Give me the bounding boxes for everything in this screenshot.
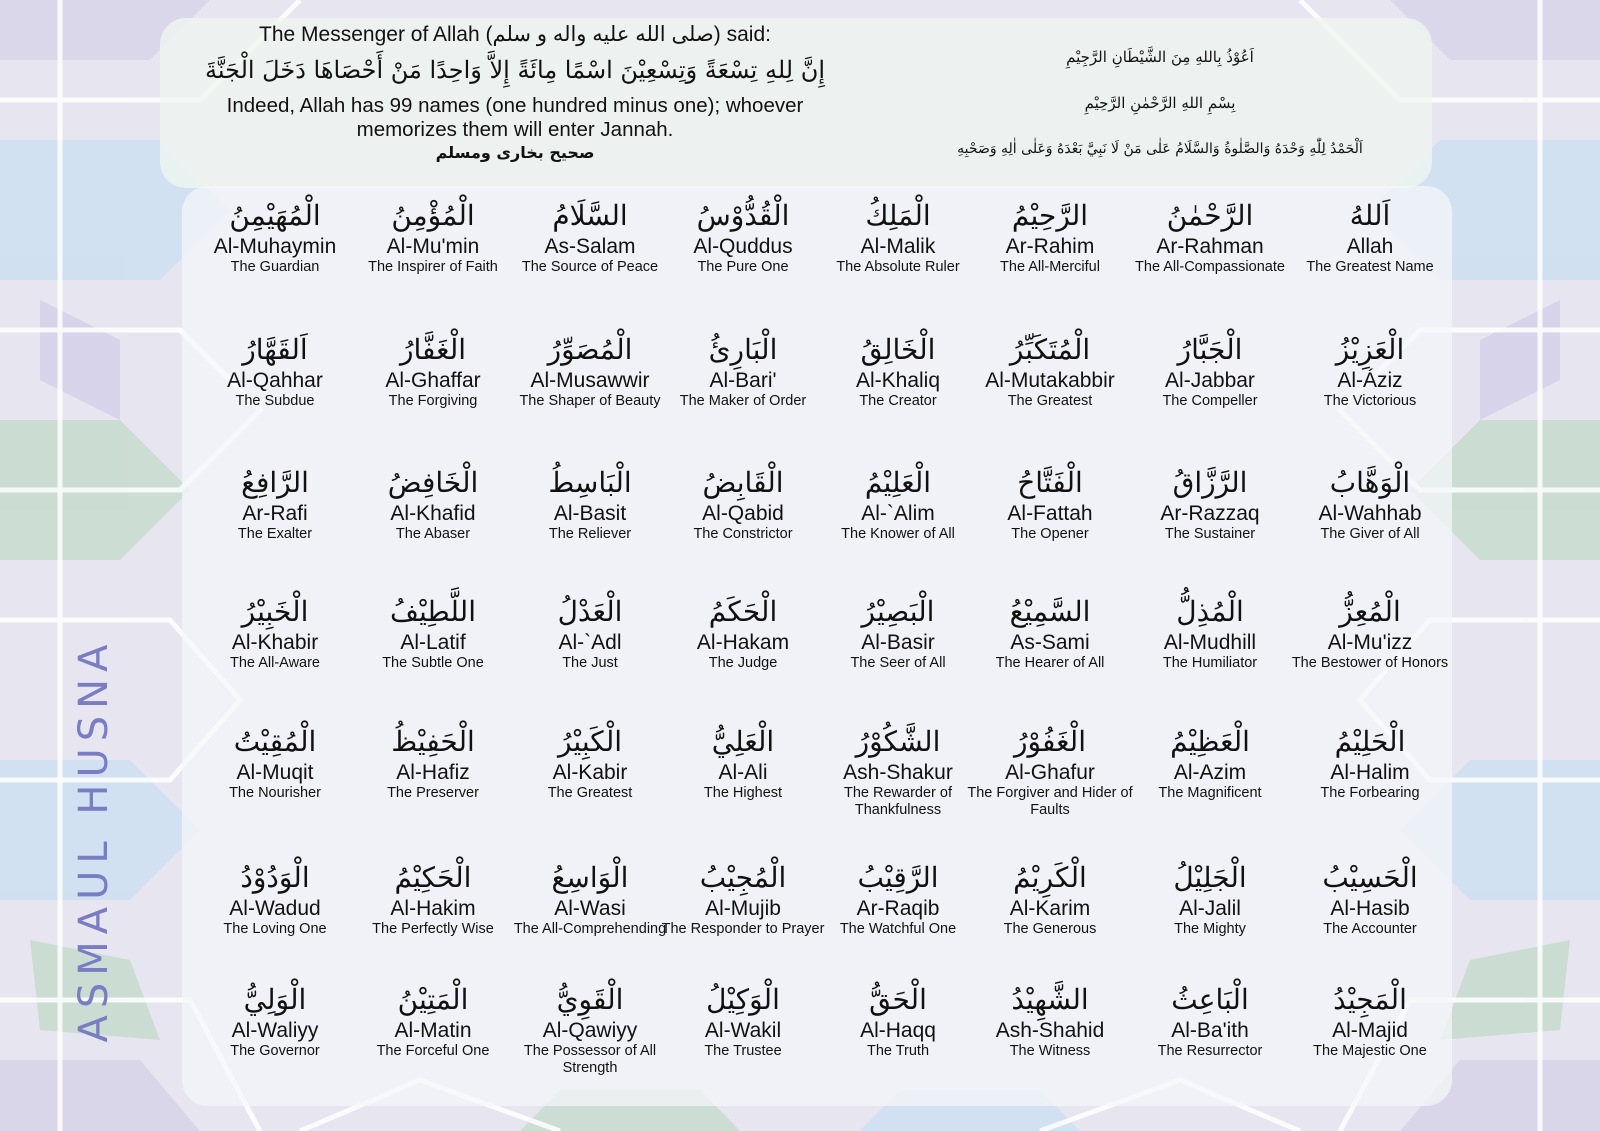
name-meaning: The Bestower of Honors bbox=[1291, 655, 1449, 671]
name-meaning: The Watchful One bbox=[839, 921, 957, 937]
name-card bbox=[182, 858, 368, 938]
name-meaning: The Greatest bbox=[1007, 393, 1093, 409]
name-meaning: The Subdue bbox=[235, 393, 315, 409]
name-transliteration: Al-Hakam bbox=[696, 631, 790, 654]
name-transliteration: Al-Waliyy bbox=[231, 1019, 319, 1042]
name-transliteration: Al-Khafid bbox=[390, 502, 476, 525]
name-transliteration: Al-Mujib bbox=[705, 897, 781, 920]
name-meaning: The Accounter bbox=[1323, 921, 1417, 937]
name-arabic: الْمُجِيْبُ bbox=[699, 861, 787, 894]
name-meaning: The Perfectly Wise bbox=[372, 921, 494, 937]
name-arabic: الْقَوِيُّ bbox=[556, 983, 624, 1016]
name-transliteration: Al-Khaliq bbox=[855, 369, 941, 392]
name-transliteration: Al-Majid bbox=[1332, 1019, 1408, 1042]
name-card bbox=[182, 463, 368, 543]
name-transliteration: Al-Jabbar bbox=[1165, 369, 1255, 392]
name-card bbox=[182, 980, 368, 1060]
name-meaning: The Knower of All bbox=[841, 526, 955, 542]
name-card bbox=[1117, 722, 1303, 802]
name-meaning: The All-Comprehending bbox=[513, 921, 667, 937]
name-card bbox=[182, 196, 368, 276]
name-arabic: الْمُصَوِّرُ bbox=[547, 333, 633, 366]
name-arabic: الْوَدُوْدُ bbox=[240, 861, 310, 894]
name-meaning: The Giver of All bbox=[1320, 526, 1420, 542]
name-meaning: The Preserver bbox=[387, 785, 479, 801]
name-arabic: الْبَاسِطُ bbox=[548, 466, 632, 499]
name-meaning: The Hearer of All bbox=[995, 655, 1105, 671]
name-arabic: الْعَدْلُ bbox=[557, 595, 623, 628]
name-transliteration: Al-Muqit bbox=[236, 761, 314, 784]
invocations-block bbox=[900, 34, 1420, 172]
name-arabic: الرَّحْمٰنُ bbox=[1166, 199, 1254, 232]
name-arabic: الْمُتَكَبِّرُ bbox=[1009, 333, 1091, 366]
name-meaning: The All-Compassionate bbox=[1135, 259, 1285, 275]
name-meaning: The Forgiving bbox=[388, 393, 478, 409]
basmala: بِسْمِ اللهِ الرَّحْمٰنِ الرَّحِيْمِ bbox=[1084, 94, 1236, 112]
name-arabic: الْبَاعِثُ bbox=[1171, 983, 1249, 1016]
taawwudh: اَعُوْذُ بِاللهِ مِنَ الشَّيْطَانِ الرَّجِيْمِ bbox=[1066, 48, 1254, 66]
name-transliteration: Al-Musawwir bbox=[530, 369, 650, 392]
name-arabic: الشَّهِيْدُ bbox=[1011, 983, 1089, 1016]
name-meaning: The Victorious bbox=[1323, 393, 1417, 409]
name-transliteration: Al-Azim bbox=[1173, 761, 1247, 784]
name-transliteration: Al-Jalil bbox=[1179, 897, 1241, 920]
name-arabic: الْجَلِيْلُ bbox=[1173, 861, 1247, 894]
hadith-block bbox=[175, 22, 855, 164]
name-arabic: الْخَافِضُ bbox=[387, 466, 479, 499]
name-transliteration: Al-Fattah bbox=[1007, 502, 1093, 525]
name-arabic: السَّلَامُ bbox=[552, 199, 628, 232]
name-meaning: The Subtle One bbox=[382, 655, 484, 671]
name-arabic: الْحَسِيْبُ bbox=[1322, 861, 1418, 894]
name-meaning: The Just bbox=[562, 655, 618, 671]
name-meaning: The Mighty bbox=[1174, 921, 1246, 937]
name-arabic: الْمُذِلُّ bbox=[1176, 595, 1244, 628]
name-arabic: الْفَتَّاحُ bbox=[1017, 466, 1083, 499]
name-transliteration: Ar-Rafi bbox=[242, 502, 308, 525]
name-arabic: الْكَرِيْمُ bbox=[1013, 861, 1087, 894]
name-meaning: The Loving One bbox=[223, 921, 327, 937]
name-meaning: The Resurrector bbox=[1157, 1043, 1263, 1059]
name-transliteration: Al-Mu'izz bbox=[1327, 631, 1413, 654]
name-arabic: الرَّزَّاقُ bbox=[1172, 466, 1248, 499]
name-card bbox=[1277, 463, 1463, 543]
name-meaning: The Guardian bbox=[230, 259, 320, 275]
name-transliteration: Allah bbox=[1346, 235, 1394, 258]
name-arabic: الْعَزِيْزُ bbox=[1335, 333, 1405, 366]
name-transliteration: Al-Mu'min bbox=[386, 235, 480, 258]
name-transliteration: Al-Ghaffar bbox=[385, 369, 481, 392]
name-arabic: الْمُهَيْمِنُ bbox=[229, 199, 321, 232]
name-transliteration: Al-Latif bbox=[400, 631, 466, 654]
name-meaning: The Opener bbox=[1011, 526, 1089, 542]
name-card bbox=[1117, 980, 1303, 1060]
name-transliteration: Al-`Alim bbox=[861, 502, 935, 525]
name-card bbox=[1277, 592, 1463, 672]
name-transliteration: As-Sami bbox=[1010, 631, 1090, 654]
name-transliteration: Al-Hafiz bbox=[396, 761, 470, 784]
name-meaning: The Pure One bbox=[697, 259, 789, 275]
name-meaning: The Forbearing bbox=[1320, 785, 1420, 801]
name-transliteration: Ash-Shahid bbox=[995, 1019, 1105, 1042]
name-arabic: الْعَلِيْمُ bbox=[864, 466, 932, 499]
name-meaning: The Exalter bbox=[237, 526, 313, 542]
name-transliteration: Al-Khabir bbox=[231, 631, 319, 654]
name-card bbox=[182, 592, 368, 672]
name-meaning: The Forgiver and Hider of Faults bbox=[967, 785, 1133, 818]
name-transliteration: Al-Ali bbox=[718, 761, 768, 784]
name-arabic: الْخَالِقُ bbox=[860, 333, 936, 366]
name-meaning: The Nourisher bbox=[229, 785, 321, 801]
name-meaning: The Absolute Ruler bbox=[836, 259, 960, 275]
name-card bbox=[1117, 330, 1303, 410]
name-arabic: الْكَبِيْرُ bbox=[557, 725, 623, 758]
name-arabic: اَللهُ bbox=[1349, 199, 1391, 232]
name-meaning: The Constrictor bbox=[693, 526, 793, 542]
name-arabic: الْعَلِيُّ bbox=[711, 725, 775, 758]
name-transliteration: Al-Quddus bbox=[693, 235, 793, 258]
name-transliteration: Al-Ba'ith bbox=[1171, 1019, 1249, 1042]
name-meaning: The Compeller bbox=[1162, 393, 1258, 409]
name-arabic: الْمَلِكُ bbox=[865, 199, 931, 232]
name-meaning: The Shaper of Beauty bbox=[519, 393, 661, 409]
name-meaning: The Source of Peace bbox=[521, 259, 659, 275]
name-arabic: الْوَهَّابُ bbox=[1329, 466, 1411, 499]
hadith-arabic: إِنَّ لِلهِ تِسْعَةً وَتِسْعِيْنَ اسْمًا مِائَةً إِلاَّ وَاحِدًا مَنْ أَحْصَاهَا دَخَلَ الْجَنَّةَ bbox=[204, 56, 826, 84]
name-card bbox=[1117, 196, 1303, 276]
name-arabic: الْجَبَّارُ bbox=[1177, 333, 1243, 366]
name-card bbox=[182, 722, 368, 802]
name-meaning: The Sustainer bbox=[1164, 526, 1256, 542]
name-meaning: The All-Aware bbox=[230, 655, 320, 671]
name-card bbox=[1117, 463, 1303, 543]
name-arabic: الْقُدُّوْسُ bbox=[696, 199, 790, 232]
name-transliteration: Al-Hakim bbox=[390, 897, 476, 920]
name-arabic: الرَّافِعُ bbox=[241, 466, 309, 499]
name-meaning: The Responder to Prayer bbox=[661, 921, 825, 937]
name-meaning: The Greatest bbox=[547, 785, 633, 801]
name-meaning: The All-Merciful bbox=[1000, 259, 1100, 275]
name-arabic: الْحَكَمُ bbox=[708, 595, 778, 628]
name-transliteration: Al-Basit bbox=[553, 502, 627, 525]
name-transliteration: Al-Áziz bbox=[1337, 369, 1403, 392]
name-arabic: الْوَاسِعُ bbox=[551, 861, 629, 894]
name-meaning: The Governor bbox=[230, 1043, 320, 1059]
name-transliteration: Al-Kabir bbox=[552, 761, 628, 784]
name-transliteration: Al-Haqq bbox=[860, 1019, 936, 1042]
name-meaning: The Reliever bbox=[548, 526, 632, 542]
name-arabic: الْخَبِيْرُ bbox=[241, 595, 309, 628]
name-card bbox=[1117, 592, 1303, 672]
name-transliteration: Al-Bari' bbox=[709, 369, 777, 392]
name-arabic: الشَّكُوْرُ bbox=[855, 725, 941, 758]
name-meaning: The Magnificent bbox=[1158, 785, 1262, 801]
name-transliteration: Al-Qahhar bbox=[227, 369, 323, 392]
hadith-source: صحيح بخارى ومسلم bbox=[435, 143, 595, 162]
name-arabic: الْحَقُّ bbox=[869, 983, 927, 1016]
name-transliteration: As-Salam bbox=[544, 235, 636, 258]
name-transliteration: Ar-Rahman bbox=[1156, 235, 1264, 258]
name-transliteration: Al-Mutakabbir bbox=[985, 369, 1115, 392]
name-transliteration: Ar-Rahim bbox=[1005, 235, 1095, 258]
name-meaning: The Trustee bbox=[704, 1043, 782, 1059]
name-transliteration: Al-Malik bbox=[860, 235, 936, 258]
name-transliteration: Al-Hasib bbox=[1330, 897, 1410, 920]
name-meaning: The Generous bbox=[1003, 921, 1097, 937]
hadith-intro: The Messenger of Allah (صلى الله عليه واله و سلم) said: bbox=[259, 23, 771, 46]
name-arabic: الْبَصِيْرُ bbox=[861, 595, 935, 628]
name-arabic: الْمَتِيْنُ bbox=[397, 983, 469, 1016]
name-transliteration: Al-Mudhill bbox=[1163, 631, 1257, 654]
name-card bbox=[1277, 330, 1463, 410]
name-transliteration: Al-Halim bbox=[1330, 761, 1410, 784]
name-arabic: الْوَلِيُّ bbox=[243, 983, 307, 1016]
name-meaning: The Maker of Order bbox=[679, 393, 807, 409]
name-transliteration: Al-Basir bbox=[861, 631, 935, 654]
name-transliteration: Ash-Shakur bbox=[843, 761, 953, 784]
name-card bbox=[1277, 722, 1463, 802]
hadith-translation: Indeed, Allah has 99 names (one hundred minus one); whoever memorizes them will enter Jannah. bbox=[226, 94, 804, 141]
name-meaning: The Witness bbox=[1009, 1043, 1091, 1059]
name-arabic: الْعَظِيْمُ bbox=[1170, 725, 1250, 758]
name-arabic: الْحَفِيْظُ bbox=[391, 725, 475, 758]
name-arabic: الْوَكِيْلُ bbox=[706, 983, 780, 1016]
name-meaning: The Creator bbox=[859, 393, 937, 409]
side-title: ASMAUL HUSNA bbox=[71, 637, 117, 1043]
name-transliteration: Al-Qabid bbox=[702, 502, 784, 525]
name-transliteration: Al-`Adl bbox=[558, 631, 622, 654]
name-transliteration: Ar-Razzaq bbox=[1160, 502, 1260, 525]
name-card bbox=[1277, 980, 1463, 1060]
name-arabic: الْمَجِيْدُ bbox=[1333, 983, 1407, 1016]
name-card bbox=[1277, 858, 1463, 938]
name-arabic: اَلقَهَّارُ bbox=[242, 333, 308, 366]
name-transliteration: Al-Wakil bbox=[704, 1019, 782, 1042]
name-arabic: الْمُقِيْتُ bbox=[233, 725, 317, 758]
name-meaning: The Forceful One bbox=[376, 1043, 490, 1059]
name-transliteration: Al-Karim bbox=[1009, 897, 1091, 920]
name-meaning: The Abaser bbox=[395, 526, 471, 542]
name-card bbox=[1117, 858, 1303, 938]
name-meaning: The Highest bbox=[703, 785, 783, 801]
name-transliteration: Al-Wadud bbox=[229, 897, 321, 920]
name-arabic: الْقَابِضُ bbox=[702, 466, 784, 499]
name-meaning: The Humiliator bbox=[1162, 655, 1258, 671]
name-arabic: الرَّحِيْمُ bbox=[1011, 199, 1089, 232]
name-transliteration: Ar-Raqib bbox=[856, 897, 940, 920]
name-arabic: الْغَفَّارُ bbox=[399, 333, 467, 366]
name-meaning: The Possessor of All Strength bbox=[523, 1043, 657, 1076]
name-transliteration: Al-Wahhab bbox=[1318, 502, 1422, 525]
hamdala: اَلْحَمْدُ لِلّٰهِ وَحْدَهُ وَالصَّلٰوةُ وَالسَّلَامُ عَلٰى مَنْ لَا نَبِيَّ بَعْدَهُ وَعَلٰى اٰلِهِ وَصَحْبِهِ bbox=[957, 141, 1363, 157]
name-meaning: The Truth bbox=[866, 1043, 930, 1059]
name-transliteration: Al-Qawiyy bbox=[542, 1019, 638, 1042]
name-arabic: الْمُؤْمِنُ bbox=[391, 199, 475, 232]
name-meaning: The Rewarder of Thankfulness bbox=[844, 785, 952, 818]
name-arabic: الْمُعِزُّ bbox=[1339, 595, 1401, 628]
name-arabic: اللَّطِيْفُ bbox=[390, 595, 476, 628]
name-arabic: الْحَكِيْمُ bbox=[394, 861, 472, 894]
name-arabic: الْغَفُوْرُ bbox=[1014, 725, 1086, 758]
name-arabic: السَّمِيْعُ bbox=[1009, 595, 1091, 628]
name-arabic: الرَّقِيْبُ bbox=[857, 861, 939, 894]
name-transliteration: Al-Muhaymin bbox=[213, 235, 337, 258]
name-arabic: الْحَلِيْمُ bbox=[1334, 725, 1406, 758]
name-card bbox=[1277, 196, 1463, 276]
name-transliteration: Al-Wasi bbox=[554, 897, 626, 920]
name-card bbox=[182, 330, 368, 410]
name-meaning: The Inspirer of Faith bbox=[368, 259, 498, 275]
name-transliteration: Al-Ghafur bbox=[1005, 761, 1095, 784]
name-meaning: The Majestic One bbox=[1313, 1043, 1427, 1059]
name-meaning: The Judge bbox=[708, 655, 778, 671]
name-meaning: The Greatest Name bbox=[1306, 259, 1434, 275]
name-arabic: الْبَارِئُ bbox=[708, 333, 778, 366]
name-meaning: The Seer of All bbox=[850, 655, 946, 671]
name-transliteration: Al-Matin bbox=[394, 1019, 472, 1042]
